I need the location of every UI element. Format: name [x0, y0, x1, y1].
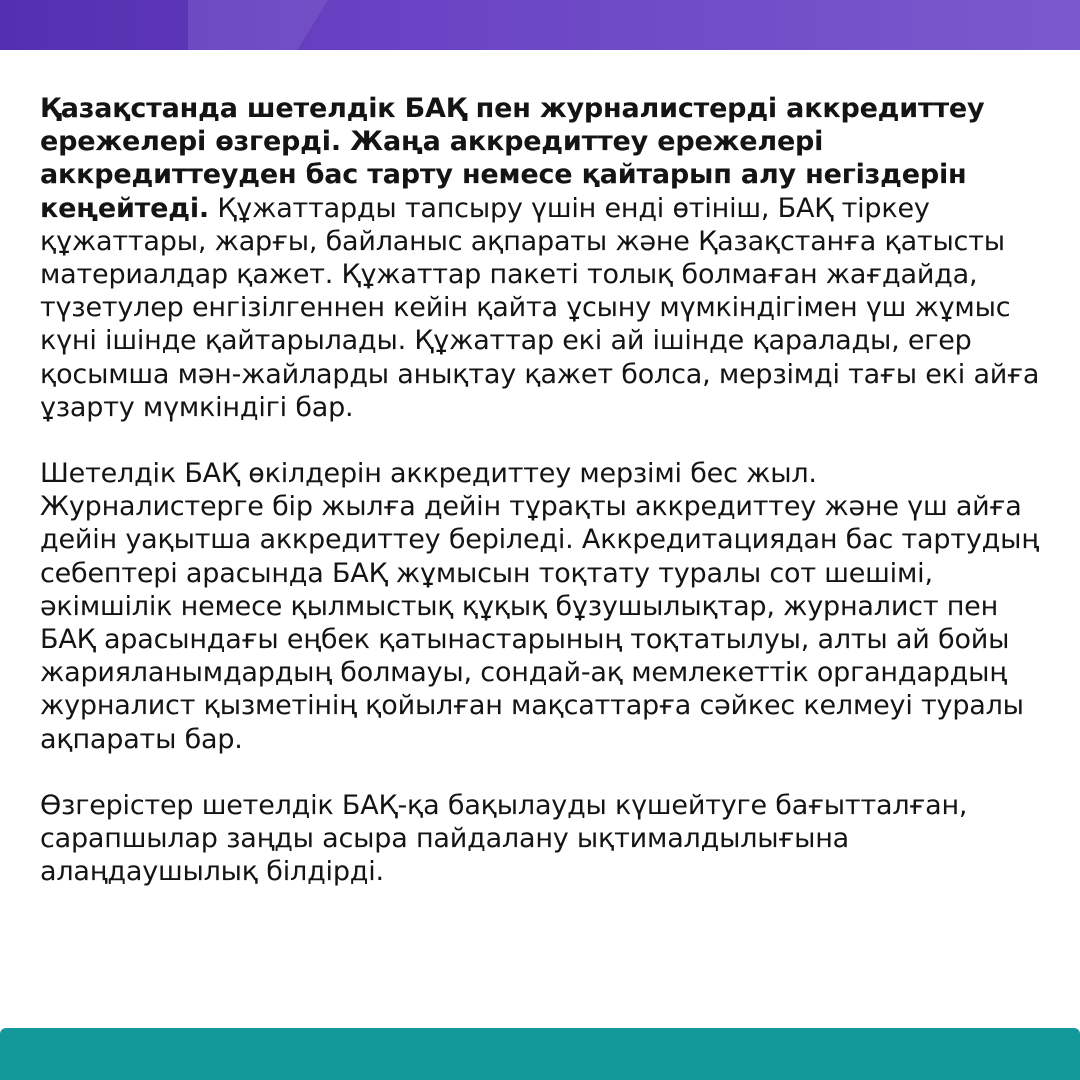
paragraph-1-text: Құжаттарды тапсыру үшін енді өтініш, БАҚ тіркеу құжаттары, жарғы, байланыс ақпараты және Қазақстанға қатысты материалдар қажет. Құжаттар пакеті толық болмаған жағдайда, түзетулер енгізілгеннен кейін қайта ұсыну мүмкіндігімен үш жұмыс күні ішінде қайтарылады. Құжаттар екі ай ішінде қаралады, егер қосымша мән-жайларды анықтау қажет болса, мерзімді тағы екі айға ұзарту мүмкіндігі бар. [40, 192, 1040, 423]
band-shape-slant [188, 0, 328, 50]
paragraph-2: Шетелдік БАҚ өкілдерін аккредиттеу мерзімі бес жыл. Журналистерге бір жылға дейін тұрақты аккредиттеу және үш айға дейін уақытша аккредиттеу беріледі. Аккредитациядан бас тартудың себептері арасында БАҚ жұмысын тоқтату туралы сот шешімі, әкімшілік немесе қылмыстық құқық бұзушылықтар, журналист пен БАҚ арасындағы еңбек қатынастарының тоқтатылуы, алты ай бойы жарияланымдардың болмауы, сондай-ақ мемлекеттік органдардың журналист қызметінің қойылған мақсаттарға сәйкес келмеуі туралы ақпараты бар. [40, 458, 1039, 755]
band-shape-left [0, 0, 188, 50]
article-body [40, 92, 1045, 888]
paragraph-3: Өзгерістер шетелдік БАҚ-қа бақылауды күшейтуге бағытталған, сарапшылар заңды асыра пайдалану ықтималдылығына алаңдаушылық білдірді. [40, 789, 968, 888]
paragraph-1 [40, 92, 1045, 424]
top-decorative-band [0, 0, 1080, 50]
lead-text: Қазақстанда шетелдік БАҚ пен журналистерді аккредиттеу ережелері өзгерді. Жаңа аккредиттеу ережелері аккредиттеуден бас тарту немесе қайтарып алу негіздерін кеңейтеді. [40, 93, 985, 224]
bottom-decorative-band [0, 1028, 1080, 1080]
